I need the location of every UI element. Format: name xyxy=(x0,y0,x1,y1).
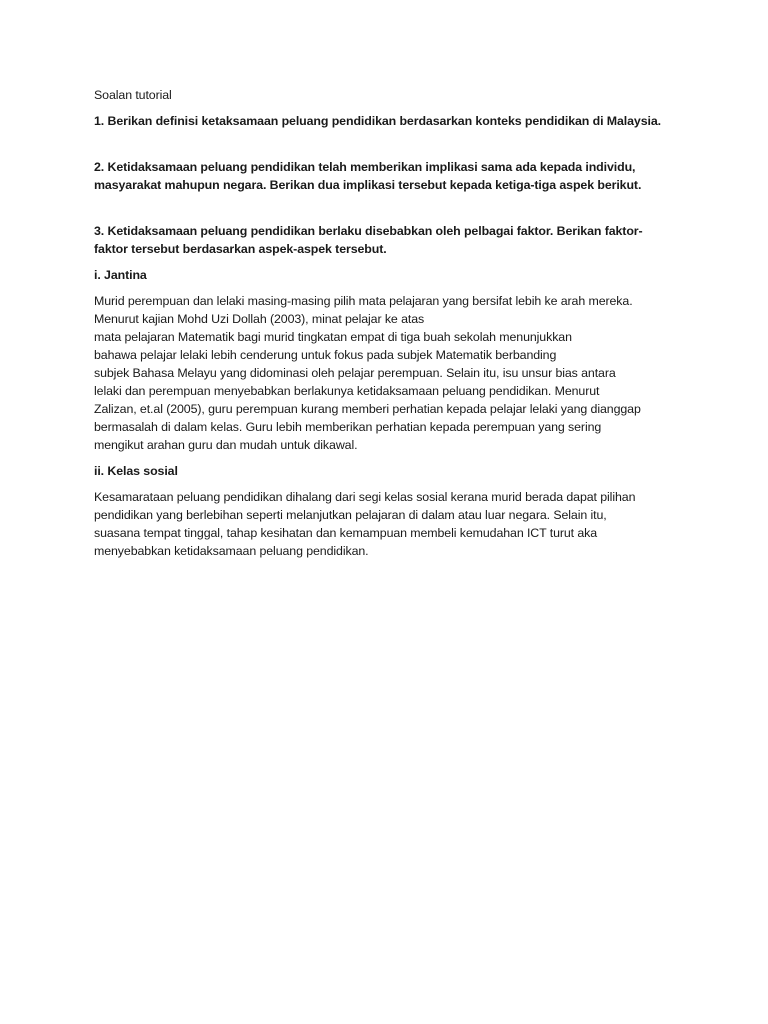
paragraph-line: Kesamarataan peluang pendidikan dihalang dari segi kelas sosial kerana murid berada dapat pilihan xyxy=(94,490,636,504)
paragraph-line: mata pelajaran Matematik bagi murid tingkatan empat di tiga buah sekolah menunjukkan xyxy=(94,330,572,344)
paragraph-line: bahawa pelajar lelaki lebih cenderung untuk fokus pada subjek Matematik berbanding xyxy=(94,348,557,362)
document-title: Soalan tutorial xyxy=(94,88,172,102)
paragraph-jantina xyxy=(94,292,694,454)
question-2-line: 2. Ketidaksamaan peluang pendidikan telah memberikan implikasi sama ada kepada individu, xyxy=(94,160,636,174)
paragraph-kelas-sosial xyxy=(94,488,694,560)
document-page xyxy=(94,86,694,568)
paragraph-line: subjek Bahasa Melayu yang didominasi oleh pelajar perempuan. Selain itu, isu unsur bias antara xyxy=(94,366,616,380)
question-2 xyxy=(94,158,694,194)
paragraph-line: pendidikan yang berlebihan seperti melanjutkan pelajaran di dalam atau luar negara. Selain itu, xyxy=(94,508,607,522)
section-heading-jantina: i. Jantina xyxy=(94,268,147,282)
paragraph-line: bermasalah di dalam kelas. Guru lebih memberikan perhatian kepada perempuan yang sering xyxy=(94,420,602,434)
paragraph-line: mengikut arahan guru dan mudah untuk dikawal. xyxy=(94,438,358,452)
question-1-line: 1. Berikan definisi ketaksamaan peluang pendidikan berdasarkan konteks pendidikan di Malaysia. xyxy=(94,114,661,128)
paragraph-line: suasana tempat tinggal, tahap kesihatan dan kemampuan membeli kemudahan ICT turut aka xyxy=(94,526,598,540)
question-1 xyxy=(94,112,694,130)
paragraph-line: lelaki dan perempuan menyebabkan berlakunya ketidaksamaan peluang pendidikan. Menurut xyxy=(94,384,600,398)
paragraph-line: Menurut kajian Mohd Uzi Dollah (2003), minat pelajar ke atas xyxy=(94,312,425,326)
question-2-line: masyarakat mahupun negara. Berikan dua implikasi tersebut kepada ketiga-tiga aspek berikut. xyxy=(94,178,642,192)
paragraph-line: menyebabkan ketidaksamaan peluang pendidikan. xyxy=(94,544,369,558)
paragraph-line: Zalizan, et.al (2005), guru perempuan kurang memberi perhatian kepada pelajar lelaki yang dianggap xyxy=(94,402,641,416)
question-3-line: faktor tersebut berdasarkan aspek-aspek tersebut. xyxy=(94,242,387,256)
paragraph-line: Murid perempuan dan lelaki masing-masing pilih mata pelajaran yang bersifat lebih ke arah mereka. xyxy=(94,294,633,308)
question-3-line: 3. Ketidaksamaan peluang pendidikan berlaku disebabkan oleh pelbagai faktor. Berikan faktor- xyxy=(94,224,643,238)
question-3 xyxy=(94,222,694,258)
section-heading-kelas-sosial: ii. Kelas sosial xyxy=(94,464,178,478)
